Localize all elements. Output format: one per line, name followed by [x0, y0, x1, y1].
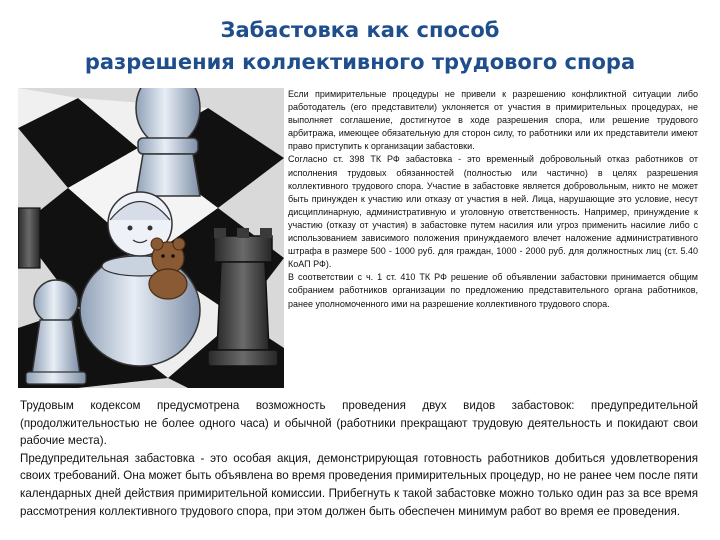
- chess-pieces-illustration: [18, 88, 284, 388]
- right-paragraph-2: Согласно ст. 398 ТК РФ забастовка - это временный добровольный отказ работников от исполнения трудовых обязанностей (полностью или частично) в целях разрешения коллективного трудового спора. Участие в забастовке является добровольным, никто не может быть принужден к участию или отказу от участия в ней. Лица, нарушающие это условие, несут дисциплинарную, административную и уголовную ответственность. Например, принуждение к участию (отказу от участия) в забастовке путем насилия или угроз применить насилие либо с использованием зависимого положения принуждаемого влечет наложение административного штрафа в размере 500 - 1000 руб. для граждан, 1000 - 2000 руб. для должностных лиц (ст. 5.40 КоАП РФ).: [288, 154, 698, 270]
- side-rook-piece: [18, 208, 40, 268]
- right-paragraph-3: В соответствии с ч. 1 ст. 410 ТК РФ решение об объявлении забастовки принимается общим собранием работников организации по предложению представительного органа работников, ранее уполномоченного ими на разрешение коллективного трудового спора.: [288, 272, 698, 309]
- bottom-text: [20, 397, 698, 520]
- right-column-text: [288, 88, 698, 311]
- title-line-2: разрешения коллективного трудового спора: [84, 50, 636, 74]
- right-paragraph-1: Если примирительные процедуры не привели к разрешению конфликтной ситуации либо работодатель (его представители) уклоняется от участия в примирительных процедурах, не выполняет соглашение, достигнутое в ходе разрешения спора, или решение трудового арбитража, имеющее обязательную для сторон силу, то работники или их представители имеют право приступить к организации забастовки.: [288, 89, 698, 152]
- bishop-piece: [136, 88, 200, 196]
- bottom-paragraph-1: Трудовым кодексом предусмотрена возможность проведения двух видов забастовок: предупредительной (продолжительностью не более одного часа) и обычной (работники прекращают трудовую деятельность и покидают свои рабочие места).: [20, 399, 698, 448]
- page-title: [40, 14, 680, 78]
- title-line-1: Забастовка как способ: [220, 18, 500, 42]
- bottom-paragraph-2: Предупредительная забастовка - это особая акция, демонстрирующая готовность работников добиться удовлетворения своих требований. Она может быть объявлена во время проведения примирительных процедур, но не ранее чем после пяти календарных дней действия примирительной комиссии. Прибегнуть к такой забастовке можно только один раз за все время рассмотрения коллективного трудового спора, при этом должен быть обеспечен минимум работ во время ее проведения.: [20, 451, 698, 518]
